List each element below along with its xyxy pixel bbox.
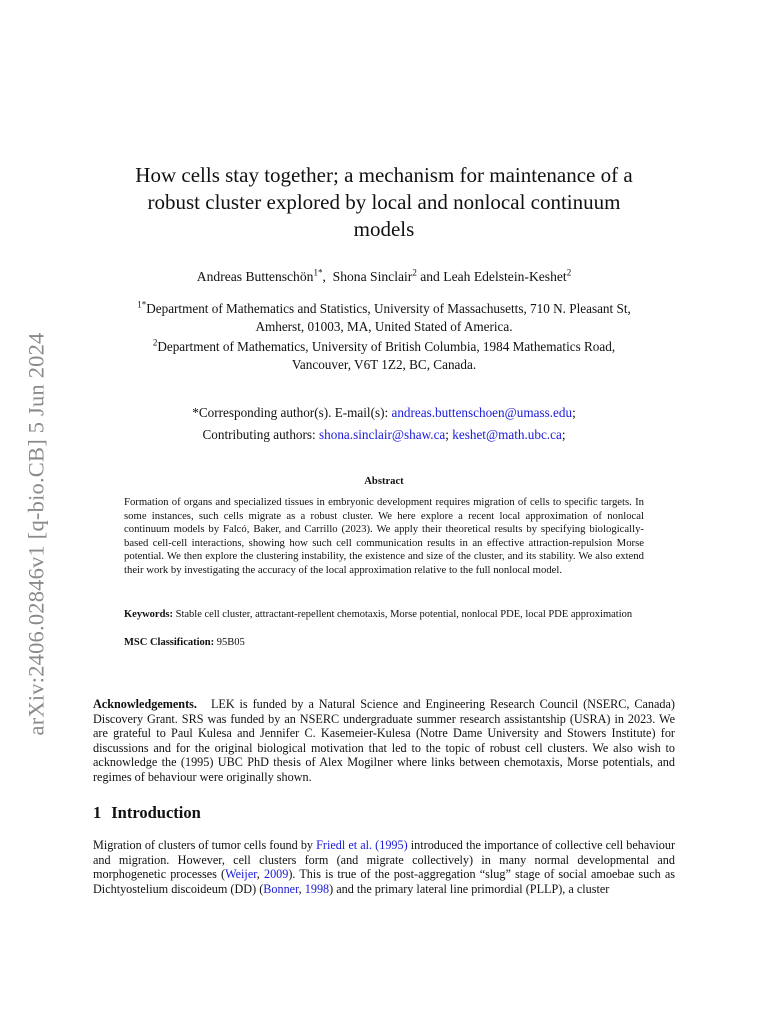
affiliation-mark: 1* bbox=[137, 299, 147, 310]
abstract-text: Formation of organs and specialized tissues in embryonic development requires migration of cells to specific targets. In some instances, such cells migrate as a robust cluster. We here explore a recent local approximation of nonlocal continuum models by Falcó, Baker, and Carrillo (2023). We apply their theoretical results by specifying biologically-based cell-cell interactions, showing how such cell communication results in an effective attraction-repulsion Morse potential. We then explore the clustering instability, the existence and size of the cluster, and its stability. We also extend their work by investigating the accuracy of the local approximation relative to the full nonlocal model. bbox=[124, 496, 644, 576]
citation-link[interactable]: Bonner bbox=[263, 881, 299, 896]
corresponding-author bbox=[100, 404, 668, 422]
msc-classification bbox=[124, 636, 644, 649]
punctuation: ; bbox=[445, 427, 453, 442]
section-number: 1 bbox=[93, 803, 102, 822]
citation-link[interactable]: 2009 bbox=[263, 867, 289, 882]
author-separator: and bbox=[416, 269, 444, 284]
affiliation-1 bbox=[100, 300, 668, 336]
contributing-label: Contributing authors: bbox=[202, 427, 320, 442]
arxiv-sidebar bbox=[16, 314, 56, 754]
msc-text: 95B05 bbox=[214, 637, 245, 648]
affiliation-line: Department of Mathematics, University of British Columbia, 1984 Mathematics Road, bbox=[157, 339, 616, 354]
author-name: Shona Sinclair bbox=[332, 269, 413, 284]
intro-paragraph: Migration of clusters of tumor cells found by Friedl et al. (1995) introduced the importance of collective cell behaviour and migration. However, cell clusters form (and migrate collectively) in many normal developmental and morphogenetic processes (Weijer, 2009). This is true of the post-aggregation “slug” stage of social amoebae such as Dichtyostelium discoideum (DD) (Bonner, 1998) and the primary lateral line primordial (PLLP), a cluster bbox=[93, 838, 676, 896]
section-title: Introduction bbox=[111, 803, 201, 822]
affiliation-line: Vancouver, V6T 1Z2, BC, Canada. bbox=[291, 357, 477, 372]
author-list bbox=[100, 268, 668, 286]
author-affil-mark: 2 bbox=[412, 267, 417, 278]
author-name: Andreas Buttenschön bbox=[196, 269, 314, 284]
paper-title bbox=[100, 162, 668, 243]
author-name: Leah Edelstein-Keshet bbox=[443, 269, 567, 284]
acknowledgements bbox=[93, 697, 675, 785]
affiliation-mark: 2 bbox=[152, 337, 158, 348]
contributor-email-link[interactable]: shona.sinclair@shaw.ca bbox=[319, 427, 446, 442]
intro-text: Migration of clusters of tumor cells found by bbox=[93, 838, 317, 852]
citation-link[interactable]: Friedl et al. bbox=[316, 838, 373, 852]
msc-label: MSC Classification: bbox=[124, 637, 215, 648]
title-line: models bbox=[353, 217, 415, 241]
abstract-heading: Abstract bbox=[364, 476, 404, 487]
affiliation-line: Amherst, 01003, MA, United Stated of America. bbox=[255, 319, 513, 334]
keywords-text: Stable cell cluster, attractant-repellent chemotaxis, Morse potential, nonlocal PDE, local PDE approximation bbox=[173, 609, 633, 620]
corresponding-email-link[interactable]: andreas.buttenschoen@umass.edu bbox=[391, 405, 573, 420]
author-affil-mark: 1* bbox=[313, 267, 323, 278]
punctuation: ; bbox=[572, 405, 576, 420]
citation-link[interactable]: 1998 bbox=[304, 881, 330, 896]
contributing-authors bbox=[100, 426, 668, 444]
arxiv-identifier: arXiv:2406.02846v1 [q-bio.CB] 5 Jun 2024 bbox=[23, 332, 49, 736]
title-line: robust cluster explored by local and nonlocal continuum bbox=[147, 190, 621, 214]
author-separator: , bbox=[322, 269, 333, 284]
contributor-email-link[interactable]: keshet@math.ubc.ca bbox=[452, 427, 562, 442]
keywords-label: Keywords: bbox=[124, 609, 173, 620]
intro-text: ). This is true of the post-aggregation “slug” stage of social amoebae such as Dichtyostelium discoideum (DD) ( bbox=[93, 867, 675, 896]
citation-link[interactable]: Weijer bbox=[225, 867, 257, 882]
citation-link[interactable]: (1995) bbox=[375, 838, 408, 852]
author-affil-mark: 2 bbox=[566, 267, 572, 278]
section-heading bbox=[93, 803, 201, 823]
acknowledgements-text: LEK is funded by a Natural Science and Engineering Research Council (NSERC, Canada) Discovery Grant. SRS was funded by an NSERC undergraduate summer research assistantship (USRA) in 2023. We are grateful to Paul Kulesa and Jennifer C. Kasemeier-Kulesa (Notre Dame University and Stowers Institute) for discussions and for the original biological motivation that led to the topic of robust cell clusters. We also wish to acknowledge the (1995) UBC PhD thesis of Alex Mogilner where links between chemotaxis, Morse potentials, and regimes of behaviour were originally shown. bbox=[93, 697, 675, 784]
corresponding-label: *Corresponding author(s). E-mail(s): bbox=[192, 405, 392, 420]
punctuation: ; bbox=[561, 427, 566, 442]
intro-text: ) and the primary lateral line primordial (PLLP), a cluster bbox=[329, 881, 610, 896]
intro-text: introduced the importance of collective cell behaviour and migration. However, cell clusters form (and migrate collectively) in many normal developmental and morphogenetic processes ( bbox=[93, 838, 676, 882]
acknowledgements-label: Acknowledgements. bbox=[93, 697, 197, 711]
affiliation-2 bbox=[100, 338, 668, 374]
title-line: How cells stay together; a mechanism for maintenance of a bbox=[135, 163, 633, 187]
keywords bbox=[124, 608, 644, 621]
affiliation-line: Department of Mathematics and Statistics, University of Massachusetts, 710 N. Pleasant St, bbox=[146, 301, 631, 316]
